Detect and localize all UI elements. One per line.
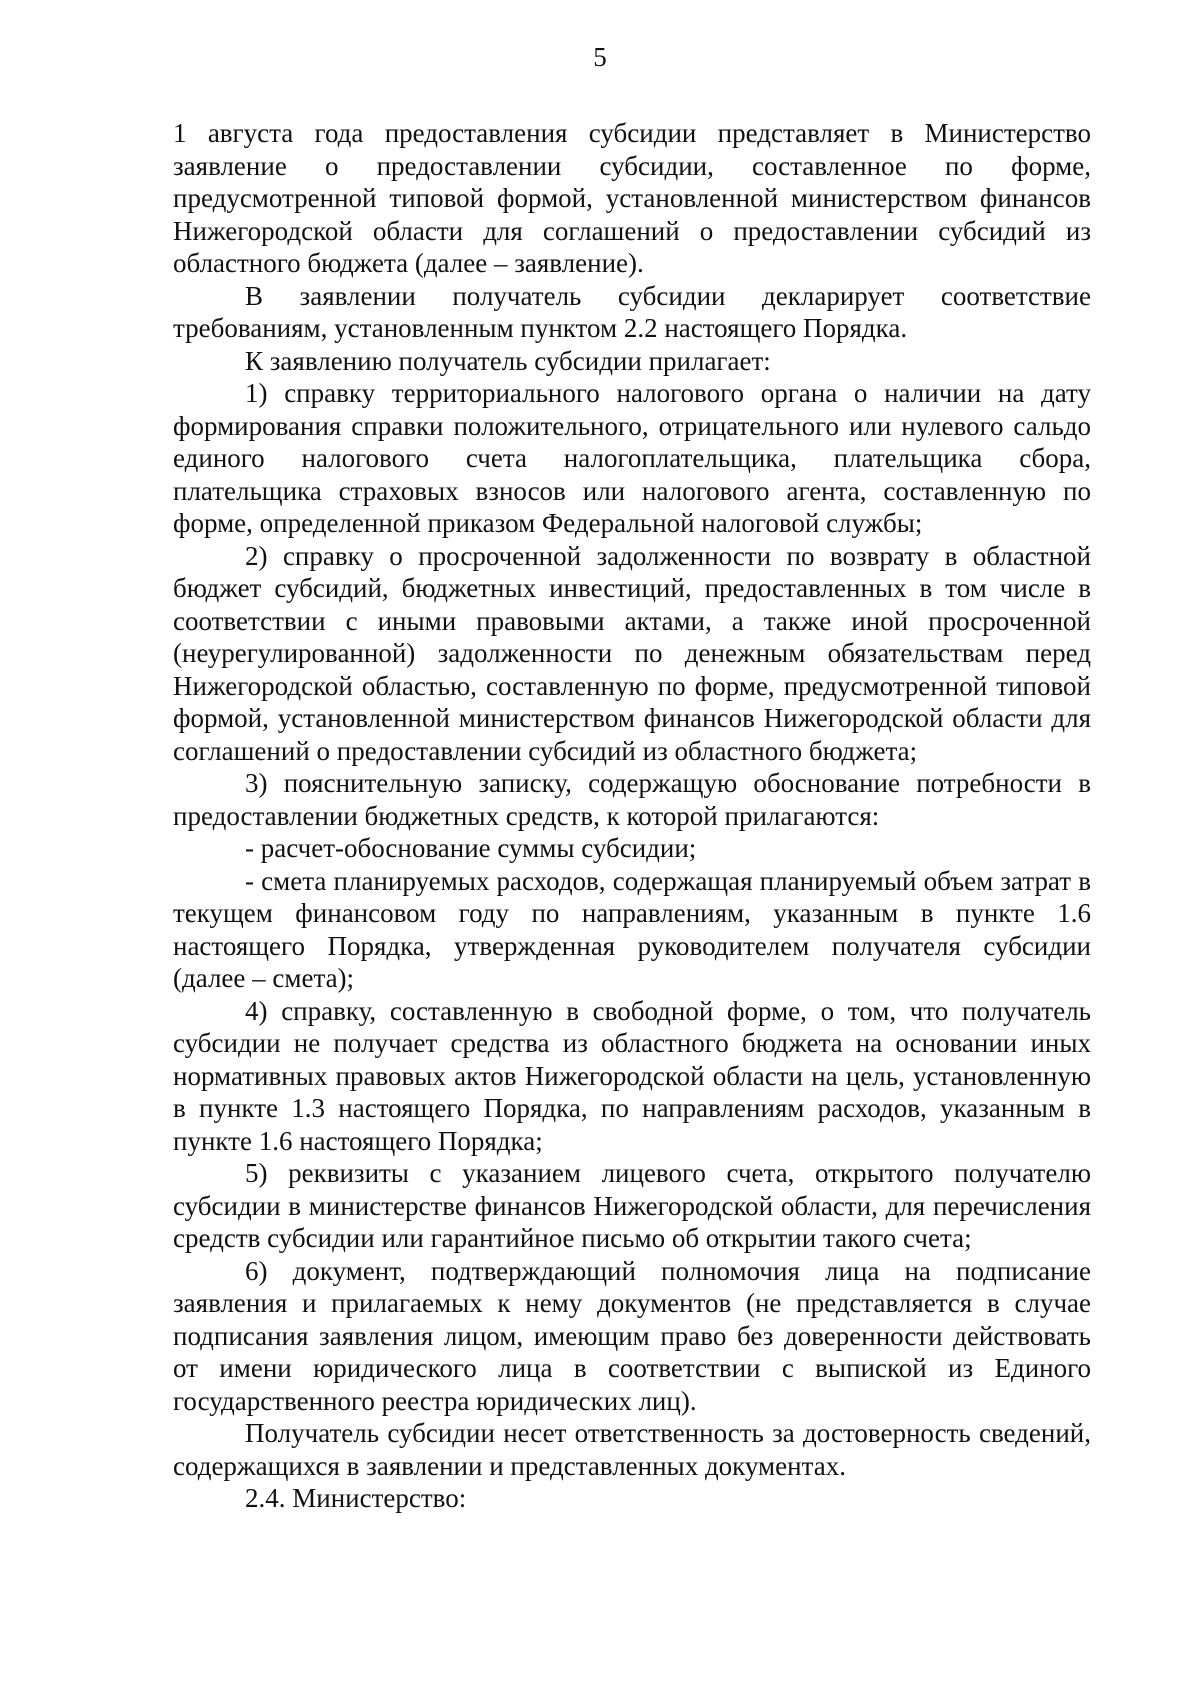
paragraph-attachments-heading: К заявлению получатель субсидии прилагает: [245,345,771,376]
paragraph-intro: 1 августа года предоставления субсидии представляет в Министерство заявление о предоставлении субсидии, составленное по форме, предусмотренной типовой формой, установленной министерством финансов Нижегородской области для соглашений о предоставлении субсидий из областного бюджета (далее – заявление). [173,118,1091,278]
list-item-4: 4) справку, составленную в свободной форме, о том, что получатель субсидии не получает средства из областного бюджета на основании иных нормативных правовых актов Нижегородской области на цель, установленную в пункте 1.3 настоящего Порядка, по направлениям расходов, указанным в пункте 1.6 настоящего Порядка; [173,995,1091,1156]
list-item-2: 2) справку о просроченной задолженности по возврату в областной бюджет субсидий, бюджетных инвестиций, предоставленных в том числе в соответствии с иными правовыми актами, а также иной просроченной (неурегулированной) задолженности по денежным обязательствам перед Нижегородской областью, составленную по форме, предусмотренной типовой формой, установленной министерством финансов Нижегородской области для соглашений о предоставлении субсидий из областного бюджета; [173,540,1091,766]
paragraph-responsibility: Получатель субсидии несет ответственность за достоверность сведений, содержащихся в заявлении и представленных документах. [173,1418,1091,1481]
list-item-6: 6) документ, подтверждающий полномочия лица на подписание заявления и прилагаемых к нему документов (не представляется в случае подписания заявления лицом, имеющим право без доверенности действовать от имени юридического лица в соответствии с выпиской из Единого государственного реестра юридических лиц). [173,1255,1091,1416]
sub-item-estimate: - смета планируемых расходов, содержащая планируемый объем затрат в текущем финансовом году по направлениям, указанным в пункте 1.6 настоящего Порядка, утвержденная руководителем получателя субсидии (далее – смета); [173,865,1091,993]
section-heading-2-4: 2.4. Министерство: [245,1483,467,1513]
list-item-5: 5) реквизиты с указанием лицевого счета, открытого получателю субсидии в министерстве финансов Нижегородской области, для перечисления средств субсидии или гарантийное письмо об открытии такого счета; [173,1158,1091,1253]
paragraph-declaration: В заявлении получатель субсидии декларирует соответствие требованиям, установленным пунктом 2.2 настоящего Порядка. [173,280,1091,343]
list-item-3: 3) пояснительную записку, содержащую обоснование потребности в предоставлении бюджетных средств, к которой прилагаются: [173,768,1091,831]
page-number: 5 [593,42,607,72]
document-body [173,117,1091,1515]
sub-item-calculation: - расчет-обоснование суммы субсидии; [245,833,697,863]
list-item-1: 1) справку территориального налогового органа о наличии на дату формирования справки положительного, отрицательного или нулевого сальдо единого налогового счета налогоплательщика, плательщика сбора, плательщика страховых взносов или налогового агента, составленную по форме, определенной приказом Федеральной налоговой службы; [173,378,1091,538]
